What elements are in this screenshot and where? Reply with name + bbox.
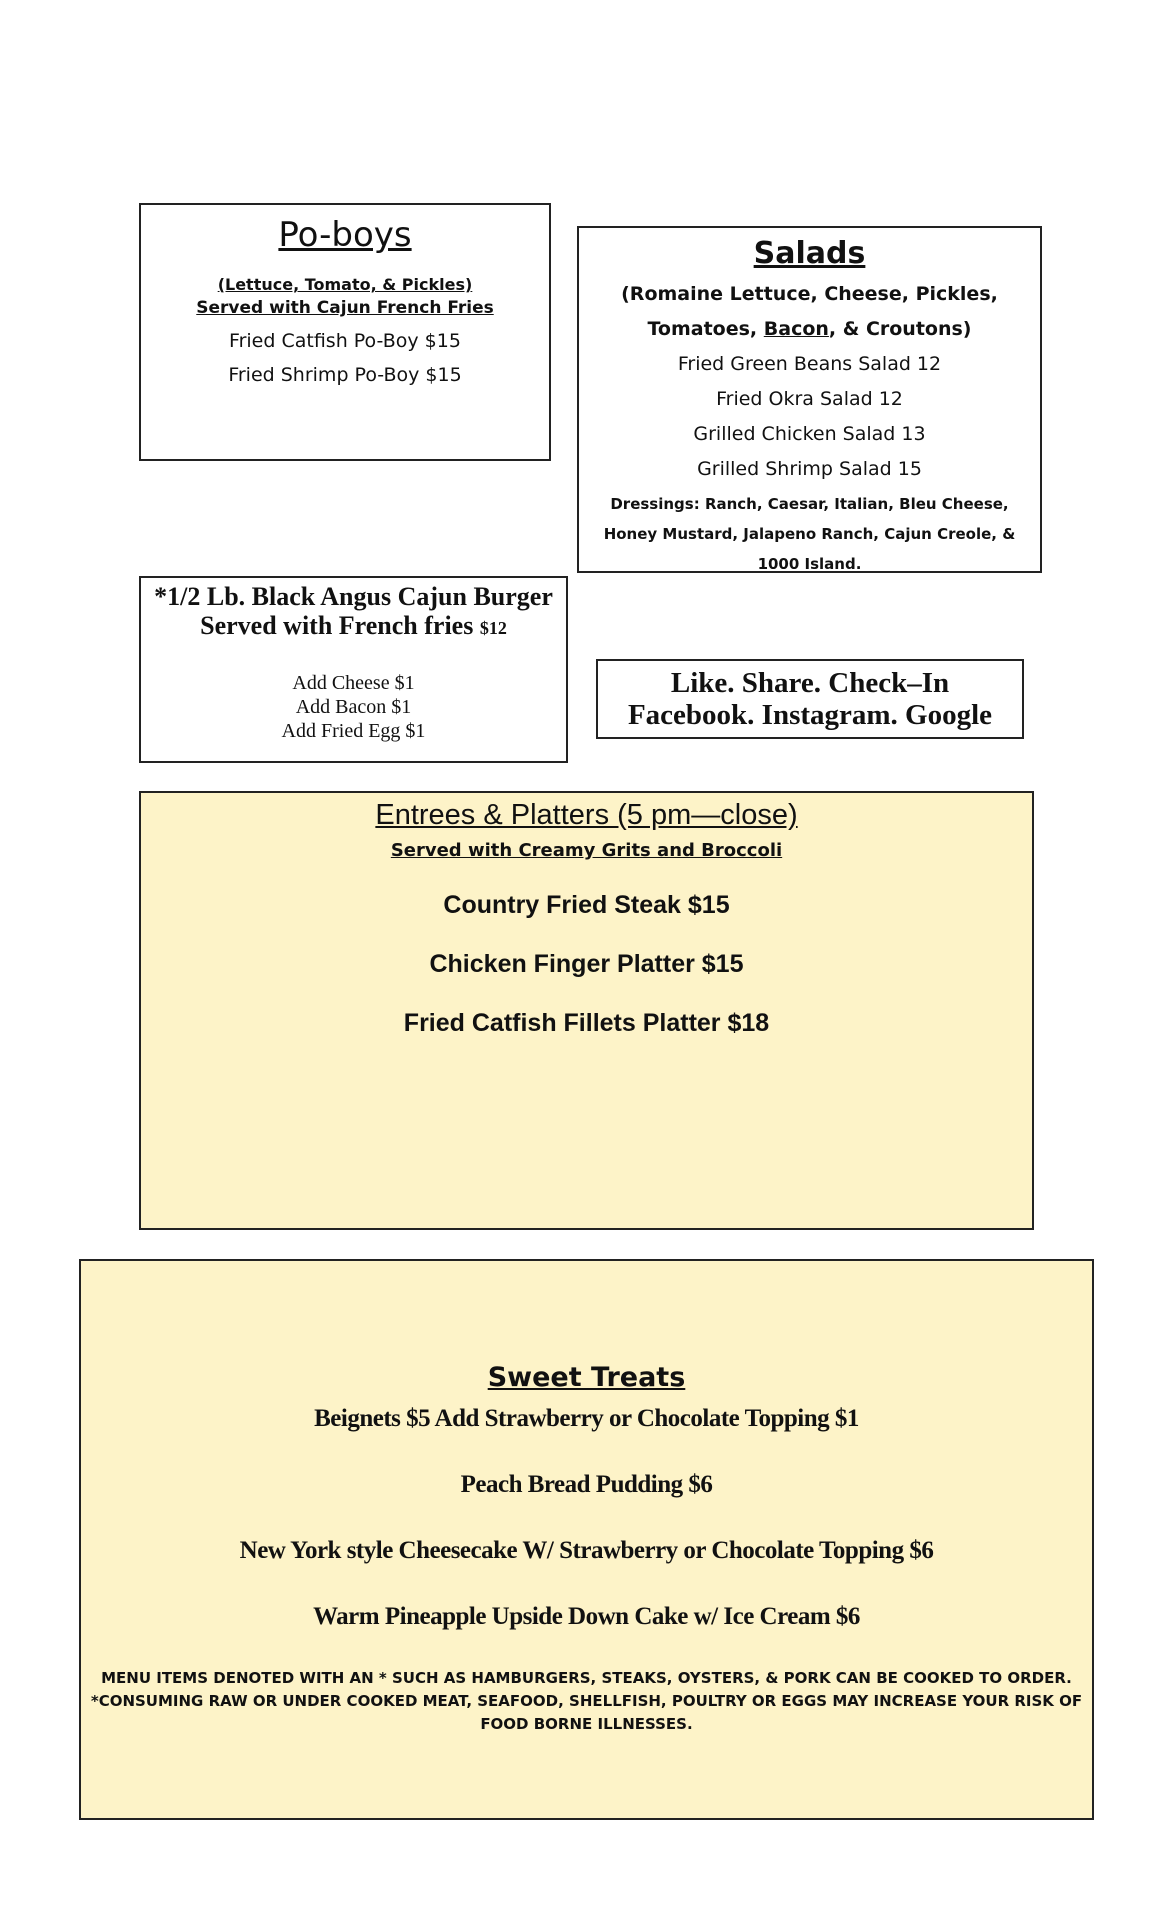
burger-title <box>141 582 566 643</box>
salad-item-green-beans: Fried Green Beans Salad 12 <box>677 353 942 375</box>
salads-description <box>579 277 1040 347</box>
social-line-1: Like. Share. Check–In <box>670 667 950 699</box>
salad-item-shrimp: Grilled Shrimp Salad 15 <box>697 458 922 480</box>
salads-desc-end: , & Croutons) <box>828 318 972 340</box>
burger-addon-cheese: Add Cheese $1 <box>292 672 415 694</box>
salads-section <box>577 226 1042 573</box>
poboy-item-shrimp: Fried Shrimp Po-Boy $15 <box>228 364 462 386</box>
sweet-item-pineapple-cake: Warm Pineapple Upside Down Cake w/ Ice Cream $6 <box>313 1603 860 1630</box>
salads-title: Salads <box>753 236 866 271</box>
burger-section <box>139 576 568 763</box>
sweet-item-cheesecake: New York style Cheesecake W/ Strawberry or Chocolate Topping $6 <box>239 1537 934 1564</box>
salads-dressings: Dressings: Ranch, Caesar, Italian, Bleu Cheese, Honey Mustard, Jalapeno Ranch, Cajun Creole, & 1000 Island. <box>603 495 1016 573</box>
burger-price: $12 <box>479 618 507 638</box>
entrees-title: Entrees & Platters (5 pm—close) <box>375 799 798 831</box>
social-section <box>596 659 1024 739</box>
sweets-title: Sweet Treats <box>487 1362 686 1393</box>
salads-desc-start: (Romaine Lettuce, Cheese, Pickles, Tomatoes, <box>621 283 998 340</box>
burger-addon-bacon: Add Bacon $1 <box>295 696 412 718</box>
entrees-section <box>139 791 1034 1230</box>
menu-disclaimer: MENU ITEMS DENOTED WITH AN * SUCH AS HAMBURGERS, STEAKS, OYSTERS, & PORK CAN BE COOKED TO ORDER. *CONSUMING RAW OR UNDER COOKED MEAT, SEAFOOD, SHELLFISH, POULTRY OR EGGS MAY INCREASE YOUR RISK OF FOOD BORNE ILLNESSES. <box>90 1669 1083 1733</box>
burger-addons <box>141 671 566 743</box>
entree-item-catfish: Fried Catfish Fillets Platter $18 <box>403 1009 770 1037</box>
burger-title-line1: *1/2 Lb. Black Angus Cajun Burger <box>154 582 553 611</box>
burger-served-with: Served with French fries <box>200 611 474 640</box>
sweet-item-beignets: Beignets $5 Add Strawberry or Chocolate Topping $1 <box>314 1405 859 1432</box>
entree-item-steak: Country Fried Steak $15 <box>443 891 730 919</box>
poboys-toppings: (Lettuce, Tomato, & Pickles) <box>217 275 473 294</box>
burger-title-line2 <box>141 611 566 643</box>
burger-addon-egg: Add Fried Egg $1 <box>281 720 426 742</box>
poboys-title: Po-boys <box>278 215 412 255</box>
sweet-item-bread-pudding: Peach Bread Pudding $6 <box>460 1471 713 1498</box>
salad-item-okra: Fried Okra Salad 12 <box>716 388 903 410</box>
social-line-2: Facebook. Instagram. Google <box>627 699 993 731</box>
salad-item-chicken: Grilled Chicken Salad 13 <box>693 423 926 445</box>
entree-item-chicken-finger: Chicken Finger Platter $15 <box>429 950 744 978</box>
poboys-served-with: Served with Cajun French Fries <box>196 298 494 318</box>
sweets-section <box>79 1259 1094 1820</box>
poboy-item-catfish: Fried Catfish Po-Boy $15 <box>229 330 461 352</box>
salads-desc-bacon: Bacon <box>763 318 829 340</box>
poboys-section <box>139 203 551 461</box>
entrees-served-with: Served with Creamy Grits and Broccoli <box>390 840 783 861</box>
